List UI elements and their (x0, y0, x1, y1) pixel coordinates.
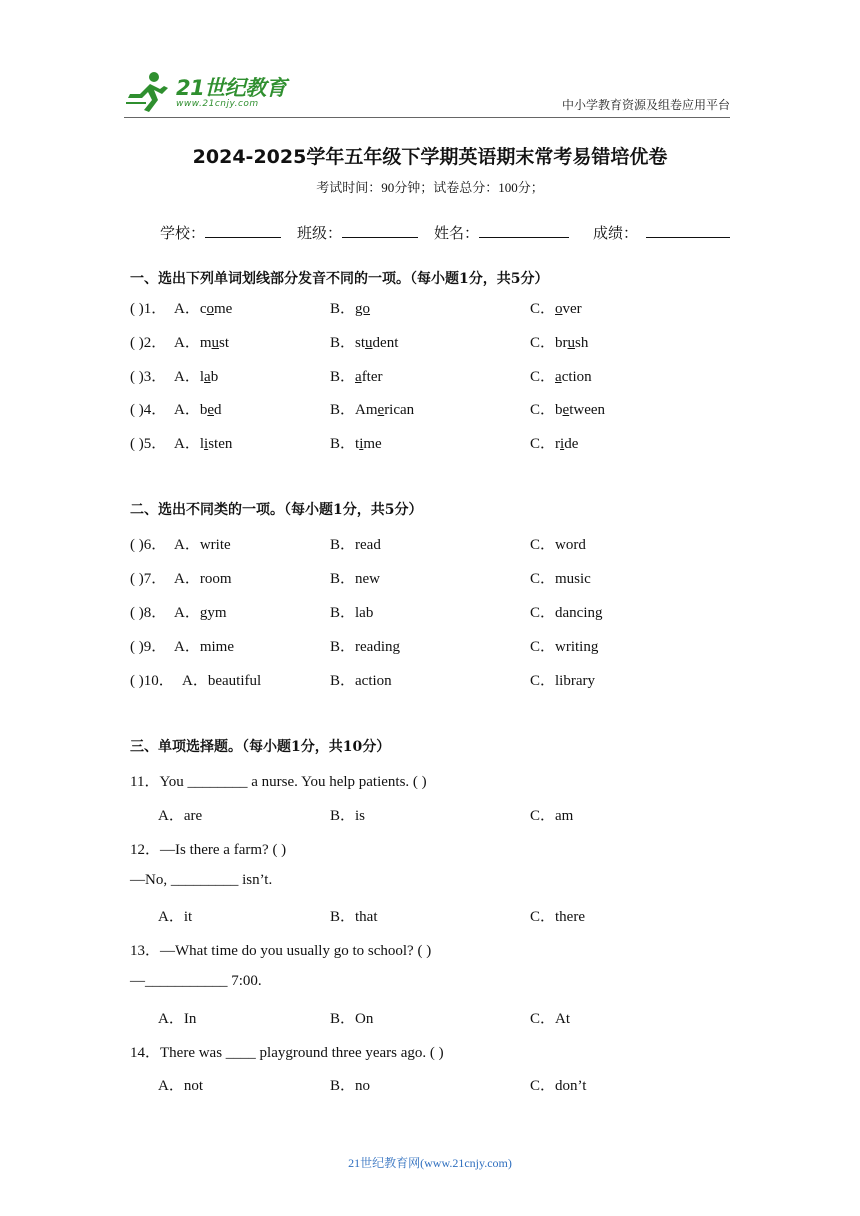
question-12-line2: —No, _________ isn’t. (130, 872, 273, 888)
word-part: st (219, 335, 230, 351)
question-row (0, 669, 860, 689)
platform-label: 中小学教育资源及组卷应用平台 (561, 98, 730, 112)
word-part: d (214, 402, 222, 418)
option-c[interactable]: C．word (530, 537, 586, 553)
class-field[interactable] (297, 222, 418, 243)
logo-url: www.21cnjy.com (176, 99, 259, 109)
underlined-letters: e (562, 402, 570, 418)
name-field[interactable] (434, 222, 569, 243)
option-c[interactable] (530, 432, 578, 453)
page-title: 2024-2025学年五年级下学期英语期末常考易错培优卷 (192, 146, 668, 168)
option-b[interactable] (330, 432, 382, 453)
word-part: br (555, 335, 568, 351)
question-14: 14．There was ____ playground three years ago. ( ) (130, 1045, 444, 1061)
word-part: Am (355, 402, 378, 418)
school-label: 学校： (160, 226, 206, 242)
question-row (0, 365, 860, 385)
underlined-letters: i (359, 436, 364, 452)
option-c[interactable] (530, 398, 605, 419)
option-b[interactable]: B．new (330, 571, 380, 587)
word-part: tween (569, 402, 606, 418)
option-c[interactable]: C．am (530, 808, 574, 824)
option-b[interactable]: B．no (330, 1078, 371, 1094)
question-row (0, 398, 860, 418)
option-c[interactable] (530, 331, 588, 352)
question-14-options (0, 1074, 860, 1094)
option-b[interactable] (330, 331, 398, 352)
option-a[interactable]: A．it (158, 909, 193, 925)
underlined-letters: i (560, 436, 565, 452)
option-c[interactable]: C．don’t (530, 1078, 587, 1094)
answer-bracket[interactable]: ( )8． (130, 605, 167, 621)
word-part: rican (384, 402, 415, 418)
section1-title: 一、选出下列单词划线部分发音不同的一项。（每小题1分，共5分） (130, 271, 549, 287)
word-part: C． (530, 301, 556, 317)
answer-bracket[interactable]: ( )7． (130, 571, 167, 587)
underlined-letters: o (555, 301, 563, 317)
question-13: 13．—What time do you usually go to school? ( ) (130, 943, 432, 959)
option-a[interactable] (174, 432, 232, 453)
score-field[interactable] (593, 222, 730, 243)
word-part: sh (575, 335, 589, 351)
word-part: b (210, 369, 219, 385)
word-part: B． (330, 436, 356, 452)
question-row (0, 533, 860, 553)
option-a[interactable] (174, 398, 222, 419)
option-c[interactable]: C．writing (530, 639, 599, 655)
option-c[interactable]: C．library (530, 673, 595, 689)
option-b[interactable]: B．is (330, 808, 366, 824)
word-part: ver (562, 301, 582, 317)
option-a[interactable]: A．mime (174, 639, 234, 655)
answer-bracket[interactable]: ( )2． (130, 335, 167, 351)
word-part: r (555, 436, 561, 452)
option-a[interactable] (174, 331, 229, 352)
logo (124, 70, 294, 116)
option-c[interactable]: C．music (530, 571, 591, 587)
word-part: sten (208, 436, 233, 452)
question-row (0, 297, 860, 317)
underlined-letters: e (207, 402, 215, 418)
word-part: b (199, 402, 208, 418)
answer-bracket[interactable]: ( )4． (130, 402, 167, 418)
question-row (0, 635, 860, 655)
underlined-letters: u (567, 335, 576, 351)
word-part: B． (330, 402, 356, 418)
footer-link[interactable]: 21世纪教育网(www.21cnjy.com) (348, 1156, 512, 1170)
option-b[interactable]: B．action (330, 673, 392, 689)
option-b[interactable]: B．read (330, 537, 381, 553)
name-label: 姓名： (434, 226, 480, 242)
answer-bracket[interactable]: ( )6． (130, 537, 167, 553)
underlined-letters: o (206, 301, 215, 317)
school-field[interactable] (160, 222, 281, 243)
student-info-row (0, 222, 860, 244)
answer-bracket[interactable]: ( )3． (130, 369, 167, 385)
word-part: A． (174, 301, 200, 317)
answer-bracket[interactable]: ( )10． (130, 673, 174, 689)
underlined-letters: a (204, 369, 211, 385)
question-row (0, 567, 860, 587)
word-part: l (199, 436, 205, 452)
word-part: me (214, 301, 233, 317)
underlined-letters: u (211, 335, 220, 351)
logo-text: 21世纪教育 (176, 76, 287, 100)
question-12: 12．—Is there a farm? ( ) (130, 842, 287, 858)
word-part: de (564, 436, 579, 452)
section3-title: 三、单项选择题。（每小题1分，共10分） (130, 739, 391, 755)
score-label: 成绩： (593, 226, 639, 242)
underlined-letters: u (365, 335, 373, 351)
option-c[interactable] (530, 297, 582, 318)
word-part: B． (330, 369, 356, 385)
answer-bracket[interactable]: ( )1． (130, 301, 167, 317)
option-b[interactable]: B．that (330, 909, 378, 925)
word-part: C． (530, 436, 556, 452)
option-a[interactable]: A．not (158, 1078, 204, 1094)
option-b[interactable]: B．reading (330, 639, 400, 655)
option-b[interactable] (330, 365, 383, 386)
option-a[interactable]: A．gym (174, 605, 227, 621)
option-b[interactable]: B．On (330, 1011, 374, 1027)
option-b[interactable] (330, 398, 414, 419)
header-divider (124, 117, 730, 118)
word-part: st (355, 335, 366, 351)
word-part: b (555, 402, 563, 418)
underlined-letters: e (377, 402, 385, 418)
word-part: C． (530, 402, 556, 418)
option-a[interactable]: A．room (174, 571, 232, 587)
option-a[interactable]: A．are (158, 808, 203, 824)
question-13-line2: —___________ 7:00. (130, 973, 262, 989)
question-row (0, 601, 860, 621)
option-c[interactable]: C．dancing (530, 605, 603, 621)
underlined-letters: i (204, 436, 209, 452)
option-b[interactable]: B．lab (330, 605, 374, 621)
word-part: C． (530, 335, 556, 351)
answer-bracket[interactable]: ( )5． (130, 436, 167, 452)
option-c[interactable]: C．there (530, 909, 585, 925)
option-a[interactable] (174, 365, 218, 386)
question-row (0, 432, 860, 452)
question-13-options (0, 1007, 860, 1027)
word-part: A． (174, 402, 200, 418)
word-part: m (199, 335, 212, 351)
underlined-letters: a (555, 369, 562, 385)
word-part: me (363, 436, 382, 452)
exam-subtitle: 考试时间：90分钟；试卷总分：100分； (316, 180, 544, 195)
option-a[interactable]: A．write (174, 537, 231, 553)
option-c[interactable] (530, 365, 592, 386)
question-row (0, 331, 860, 351)
question-12-options (0, 905, 860, 925)
word-part: A． (174, 369, 200, 385)
class-label: 班级： (297, 226, 343, 242)
section2-title: 二、选出不同类的一项。（每小题1分，共5分） (130, 502, 423, 518)
option-a[interactable] (174, 297, 232, 318)
underlined-letters: go (355, 301, 371, 317)
option-a[interactable]: A．beautiful (182, 673, 262, 689)
runner-logo-icon (124, 70, 174, 114)
underlined-letters: a (355, 369, 362, 385)
word-part: fter (361, 369, 383, 385)
word-part: B． (330, 335, 356, 351)
option-c[interactable]: C．At (530, 1011, 571, 1027)
question-11: 11．You ________ a nurse. You help patients. ( ) (130, 774, 427, 790)
answer-bracket[interactable]: ( )9． (130, 639, 167, 655)
word-part: A． (174, 335, 200, 351)
question-11-options (0, 804, 860, 824)
word-part: A． (174, 436, 200, 452)
option-b[interactable] (330, 297, 370, 318)
word-part: l (199, 369, 205, 385)
option-a[interactable]: A．In (158, 1011, 197, 1027)
word-part: B． (330, 301, 356, 317)
word-part: ction (561, 369, 592, 385)
word-part: C． (530, 369, 556, 385)
word-part: t (355, 436, 360, 452)
word-part: c (199, 301, 207, 317)
word-part: dent (372, 335, 399, 351)
